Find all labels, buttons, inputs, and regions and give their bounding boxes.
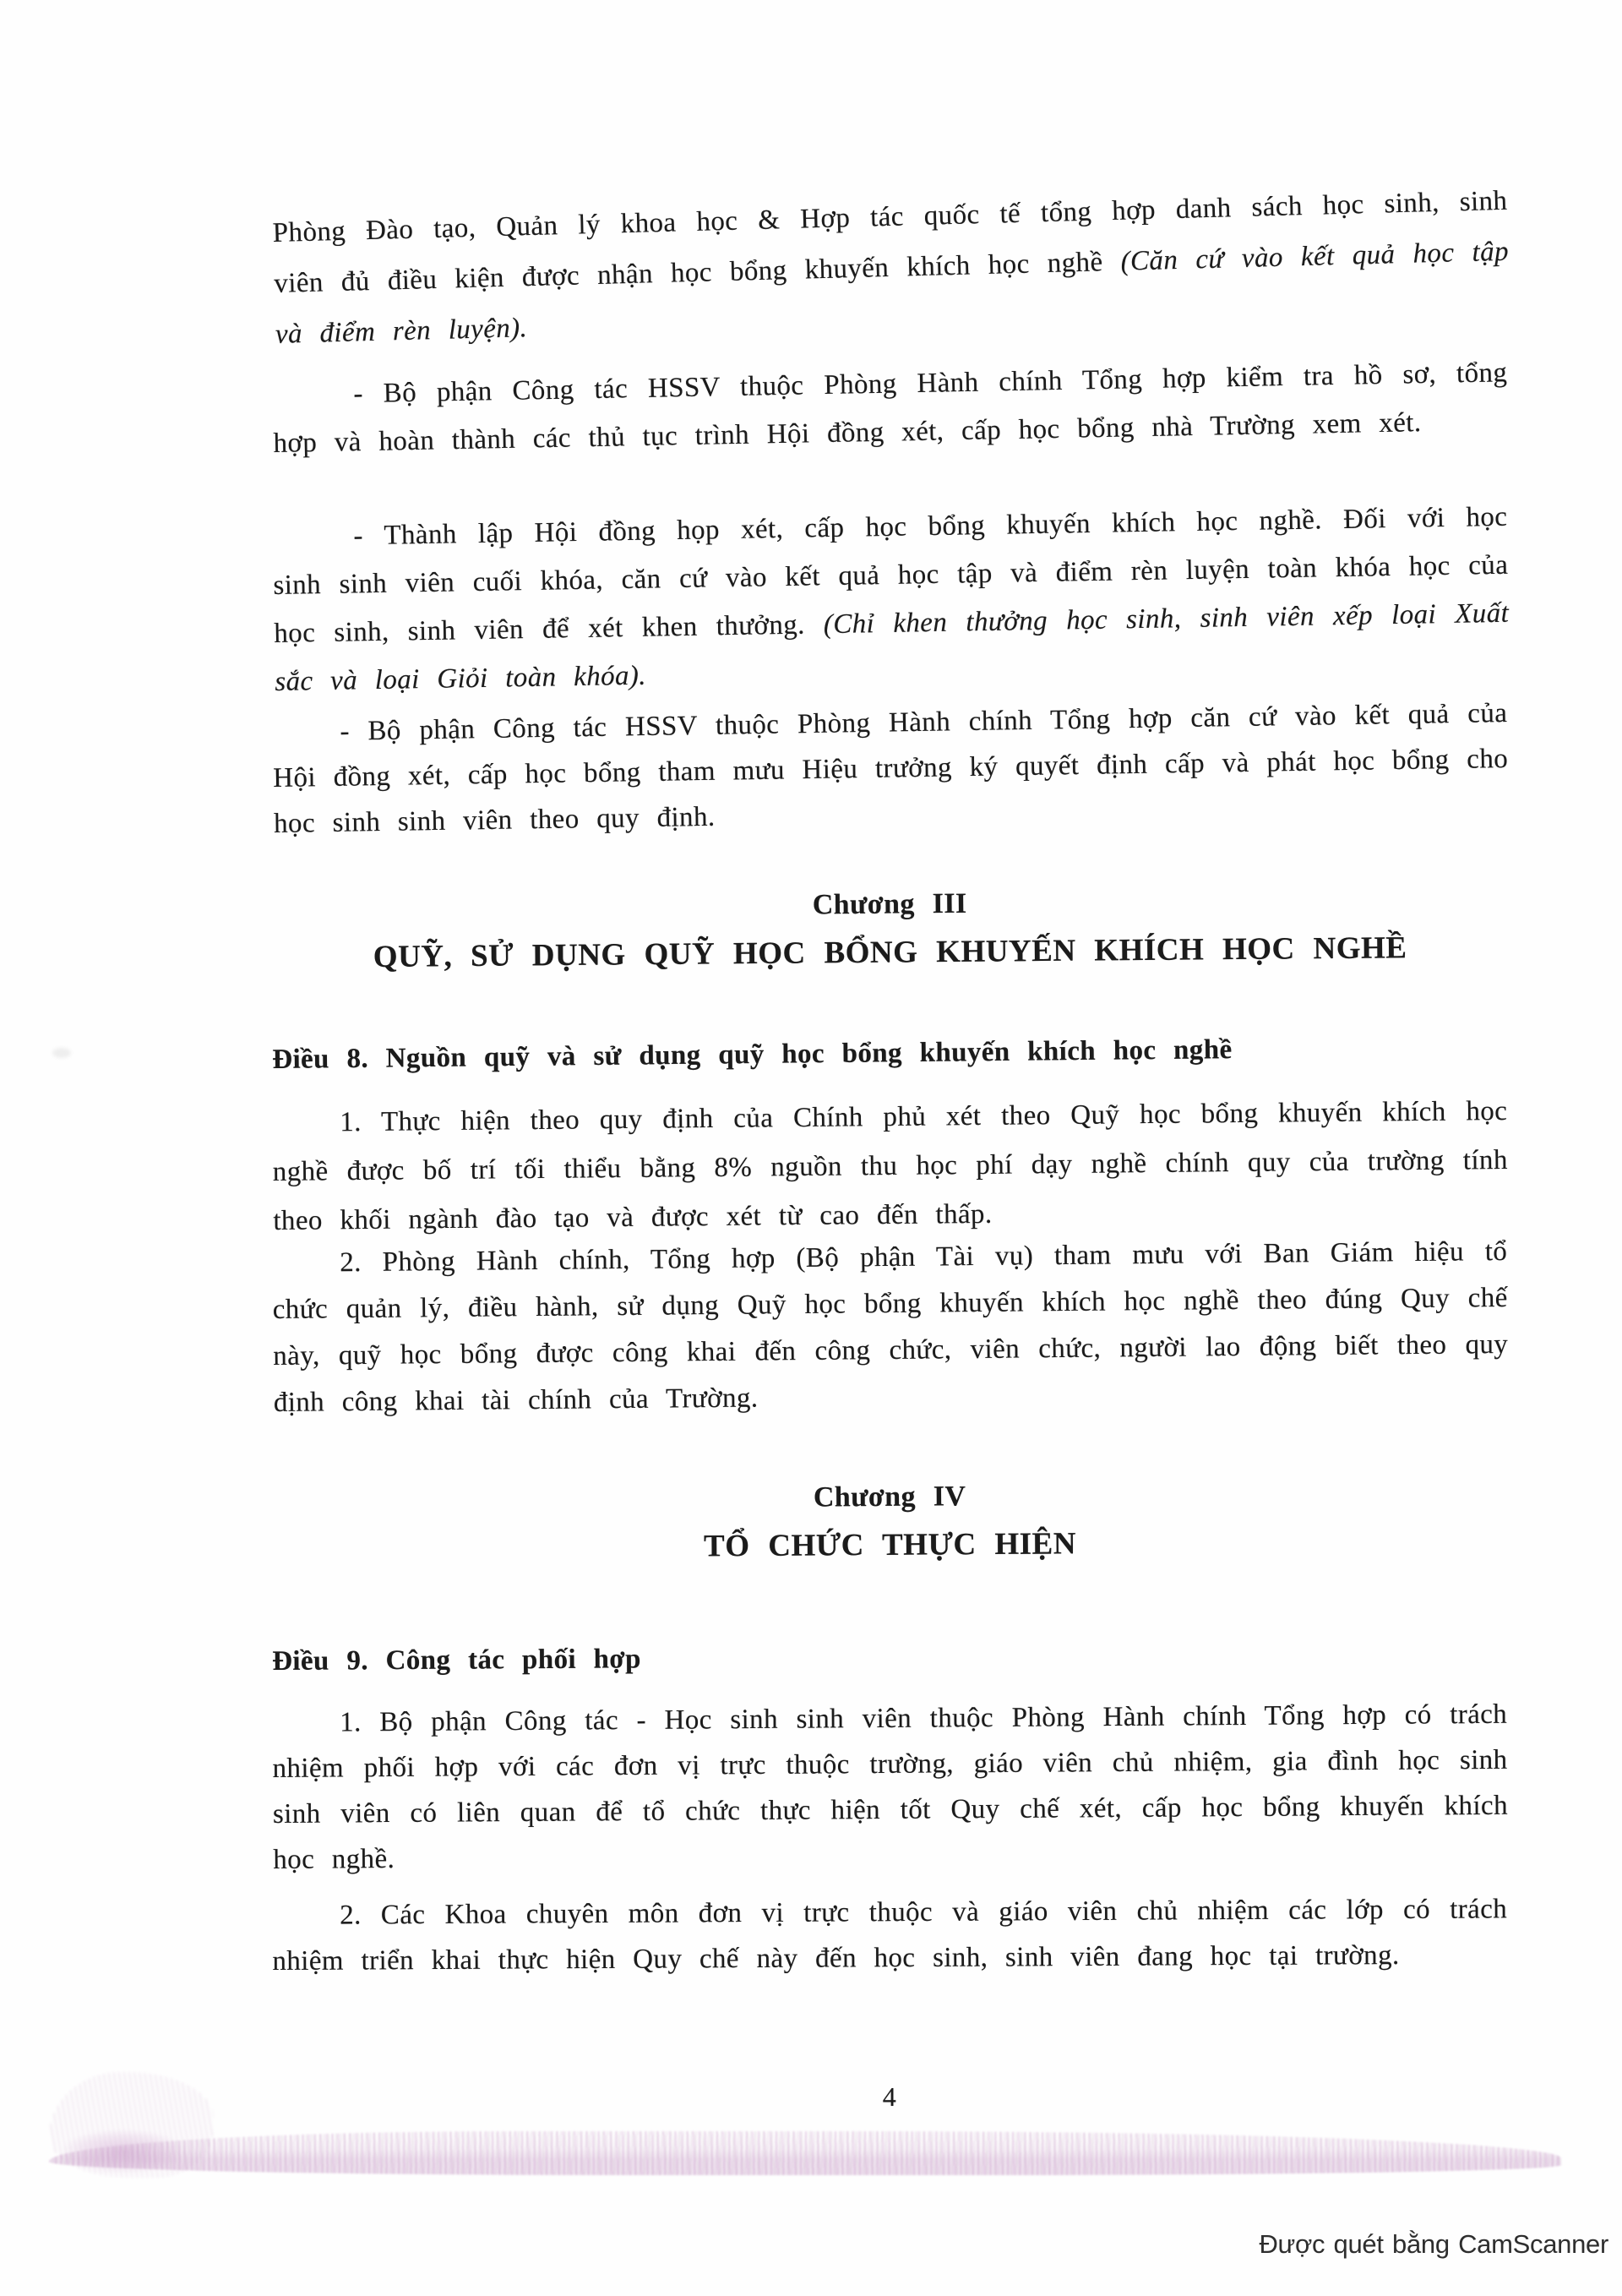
scan-smudge-artifact [52, 1048, 71, 1058]
chapter-3-title: QUỸ, SỬ DỤNG QUỸ HỌC BỔNG KHUYẾN KHÍCH HỌC NGHỀ [373, 930, 1407, 974]
chapter-4-label: Chương IV [813, 1481, 966, 1513]
paragraph-text: 2. Phòng Hành chính, Tổng hợp (Bộ phận Tài vụ) tham mưu với Ban Giám hiệu tổ chức quản lý, điều hành, sử dụng Quỹ học bổng khuyến khích học nghề theo đúng Quy chế này, quỹ học bổng được công khai đến công chức, viên chức, người lao động biết theo quy định công khai tài chính của Trường. [272, 1235, 1509, 1418]
paragraph-note-italic: (Căn cứ vào kết quả học tập và điểm rèn luyện). [275, 236, 1510, 350]
paragraph-text: - Bộ phận Công tác HSSV thuộc Phòng Hành chính Tổng hợp kiểm tra hồ sơ, tổng hợp và hoàn thành các thủ tục trình Hội đồng xét, cấp học bổng nhà Trường xem xét. [273, 357, 1508, 459]
camscanner-watermark: Được quét bằng CamScanner [1259, 2229, 1608, 2259]
paragraph-text: - Bộ phận Công tác HSSV thuộc Phòng Hành chính Tổng hợp căn cứ vào kết quả của Hội đồng xét, cấp học bổng tham mưu Hiệu trưởng ký quyết định cấp và phát học bổng cho học sinh sinh viên theo quy định. [272, 698, 1509, 839]
article-9-item-1 [272, 1692, 1508, 1883]
page-number: 4 [882, 2081, 897, 2112]
paragraph-text: 1. Bộ phận Công tác - Học sinh sinh viên thuộc Phòng Hành chính Tổng hợp có trách nhiệm phối hợp với các đơn vị trực thuộc trường, giáo viên chủ nhiệm, gia đình học sinh sinh viên có liên quan để tổ chức thực hiện tốt Quy chế xét, cấp học bổng khuyến khích học nghề. [272, 1699, 1509, 1875]
chapter-4-heading [272, 1474, 1508, 1570]
article-8-heading: Điều 8. Nguồn quỹ và sử dụng quỹ học bổng khuyến khích học nghề [272, 1034, 1233, 1075]
chapter-4-title: TỔ CHỨC THỰC HIỆN [703, 1526, 1077, 1564]
chapter-3-heading [272, 880, 1508, 979]
paragraph-text: 1. Thực hiện theo quy định của Chính phủ xét theo Quỹ học bổng khuyến khích học nghề được bố trí tối thiểu bằng 8% nguồn thu học phí dạy nghề chính quy của trường tính theo khối ngành đào tạo và được xét từ cao đến thấp. [272, 1095, 1508, 1236]
article-9-item-2 [272, 1886, 1508, 1984]
paragraph-text: - Thành lập Hội đồng họp xét, cấp học bổng khuyến khích học nghề. Đối với học sinh sinh viên cuối khóa, căn cứ vào kết quả học tập và điểm rèn luyện toàn khóa học của học sinh, sinh viên để xét khen thưởng. [273, 501, 1509, 649]
paragraph-council-establish [272, 494, 1510, 706]
chapter-3-label: Chương III [812, 887, 967, 921]
paragraph-text: 2. Các Khoa chuyên môn đơn vị trực thuộc và giáo viên chủ nhiệm các lớp có trách nhiệm triển khai thực hiện Quy chế này đến học sinh, sinh viên đang học tại trường. [272, 1894, 1508, 1977]
paragraph-text: Phòng Đào tạo, Quản lý khoa học & Hợp tác quốc tế tổng hợp danh sách học sinh, sinh viên đủ điều kiện được nhận học bổng khuyến khích học nghề [272, 185, 1508, 299]
article-8-item-2 [272, 1229, 1509, 1426]
article-8-item-1 [272, 1087, 1509, 1246]
scan-noise-band-artifact [49, 2131, 1561, 2175]
article-9-heading: Điều 9. Công tác phối hợp [272, 1644, 641, 1677]
paragraph-scholarship-list [272, 176, 1510, 360]
paragraph-hssv-check-dossier [272, 349, 1509, 468]
paragraph-hssv-decision [272, 690, 1509, 847]
paragraph-note-italic: (Chỉ khen thưởng học sinh, sinh viên xếp loại Xuất sắc và loại Giỏi toàn khóa). [275, 597, 1510, 697]
